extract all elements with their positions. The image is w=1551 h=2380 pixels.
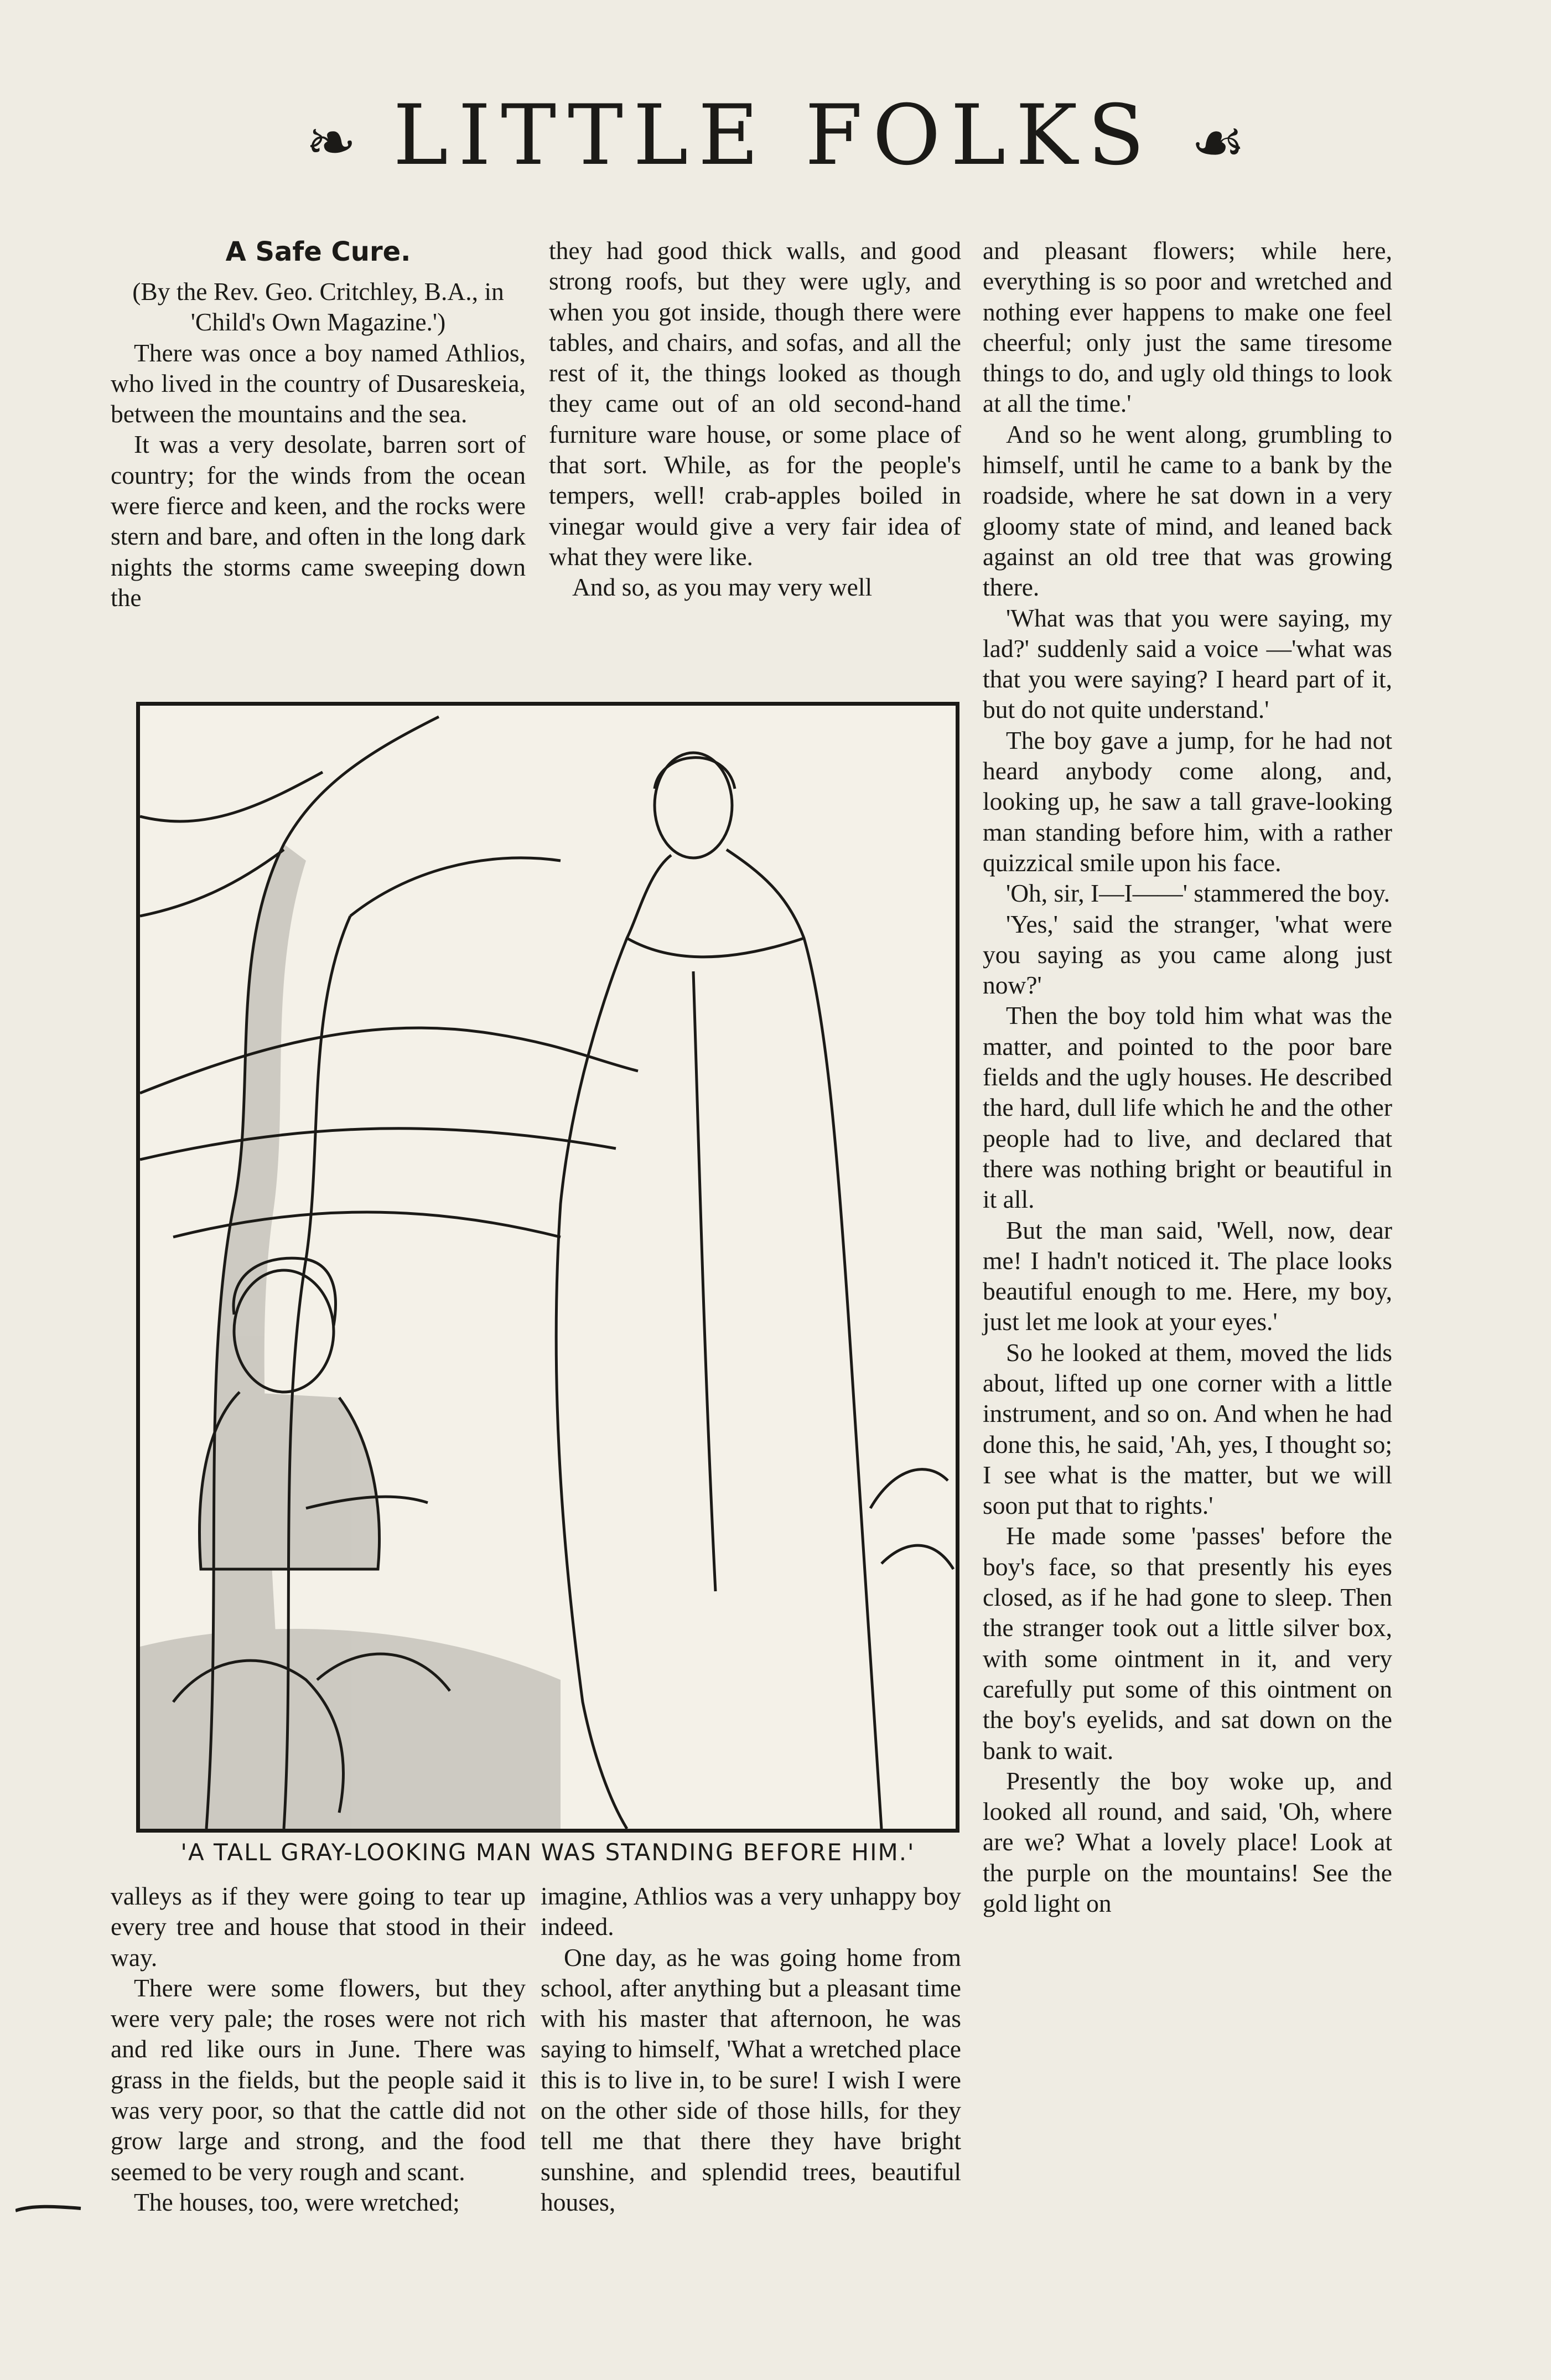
paragraph: One day, as he was going home from school, after anything but a pleasant time with his master that afternoon, he was saying to himself, 'What a wretched place this is to live in, to be sure! I wish I were on the other side of those hills, for they tell me that there they have bright sunshine, and splendid trees, beautiful houses,: [541, 1943, 961, 2216]
illustration: [136, 702, 959, 1833]
article-title: A Safe Cure.: [225, 236, 411, 267]
paragraph: So he looked at them, moved the lids about, lifted up one corner with a little instrument, and so on. And when he had done this, he said, 'Ah, yes, I thought so; I see what is the matter, but we will soon put that to rights.': [983, 1338, 1392, 1520]
paragraph: And so, as you may very well: [572, 573, 873, 602]
left-ornament: ❧: [305, 107, 357, 178]
paragraph: valleys as if they were going to tear up every tree and house that stood in their way.: [111, 1882, 526, 1972]
paragraph: they had good thick walls, and good strong roofs, but they were ugly, and when you got inside, though there were tables, and chairs, and sofas, and all the rest of it, the things looked as though they came out of an old second-hand furniture ware house, or some place of that sort. While, as for the people's tempers, well! crab-apples boiled in vinegar would give a very fair idea of what they were like.: [549, 236, 961, 571]
paragraph: and pleasant flowers; while here, everything is so poor and wretched and nothing ever happens to make one feel cheerful; only just the same tiresome things to do, and ugly old things to look at all the time.': [983, 236, 1392, 418]
illustration-drawing: [140, 706, 956, 1829]
paragraph: 'Oh, sir, I—I——' stammered the boy.: [1006, 879, 1390, 908]
right-ornament: ☙: [1190, 107, 1246, 178]
paragraph: It was a very desolate, barren sort of country; for the winds from the ocean were fierce and keen, and the rocks were stern and bare, and often in the long dark nights the storms came sweeping down the: [111, 430, 526, 612]
article-byline: (By the Rev. Geo. Critchley, B.A., in 'Child's Own Magazine.'): [132, 277, 504, 337]
column-2-bottom: [541, 1881, 961, 2217]
column-1-bottom: [111, 1881, 526, 2217]
paragraph: And so he went along, grumbling to himself, until he came to a bank by the roadside, where he sat down in a very gloomy state of mind, and leaned back against an old tree that was growing there.: [983, 420, 1392, 602]
paragraph: The boy gave a jump, for he had not heard anybody come along, and, looking up, he saw a tall grave-looking man standing before him, with a rather quizzical smile upon his face.: [983, 726, 1392, 877]
paragraph: imagine, Athlios was a very unhappy boy indeed.: [541, 1882, 961, 1941]
paragraph: Presently the boy woke up, and looked all round, and said, 'Oh, where are we? What a lovely place! Look at the purple on the mountains! See the gold light on: [983, 1766, 1392, 1918]
paragraph: But the man said, 'Well, now, dear me! I hadn't noticed it. The place looks beautiful enough to me. Here, my boy, just let me look at your eyes.': [983, 1215, 1392, 1336]
margin-pen-mark: [15, 2203, 82, 2215]
paragraph: Then the boy told him what was the matter, and pointed to the poor bare fields and the ugly houses. He described the hard, dull life which he and the other people had to live, and declared that there was nothing bright or beautiful in it all.: [983, 1001, 1392, 1214]
page-title: [0, 87, 1551, 184]
paragraph: He made some 'passes' before the boy's face, so that presently his eyes closed, as if he had gone to sleep. Then the stranger took out a little silver box, with some ointment in it, and very carefully put some of this ointment on the boy's eyelids, and sat down on the bank to wait.: [983, 1522, 1392, 1765]
paragraph: The houses, too, were wretched;: [134, 2187, 460, 2216]
paragraph: There were some flowers, but they were very pale; the roses were not rich and red like ours in June. There was grass in the fields, but the people said it was very poor, so that the cattle did not grow large and strong, and the food seemed to be very rough and scant.: [111, 1973, 526, 2186]
column-3: [983, 235, 1392, 1918]
column-2-top: [549, 235, 961, 603]
paragraph: 'What was that you were saying, my lad?' suddenly said a voice —'what was that you were saying? I heard part of it, but do not quite understand.': [983, 603, 1392, 724]
masthead-title: LITTLE FOLKS: [393, 87, 1155, 184]
illustration-caption: 'A TALL GRAY-LOOKING MAN WAS STANDING BEFORE HIM.': [180, 1839, 915, 1866]
paragraph: There was once a boy named Athlios, who lived in the country of Dusareskeia, between the mountains and the sea.: [111, 338, 526, 428]
paragraph: 'Yes,' said the stranger, 'what were you saying as you came along just now?': [983, 909, 1392, 1000]
column-1-top: [111, 235, 526, 613]
